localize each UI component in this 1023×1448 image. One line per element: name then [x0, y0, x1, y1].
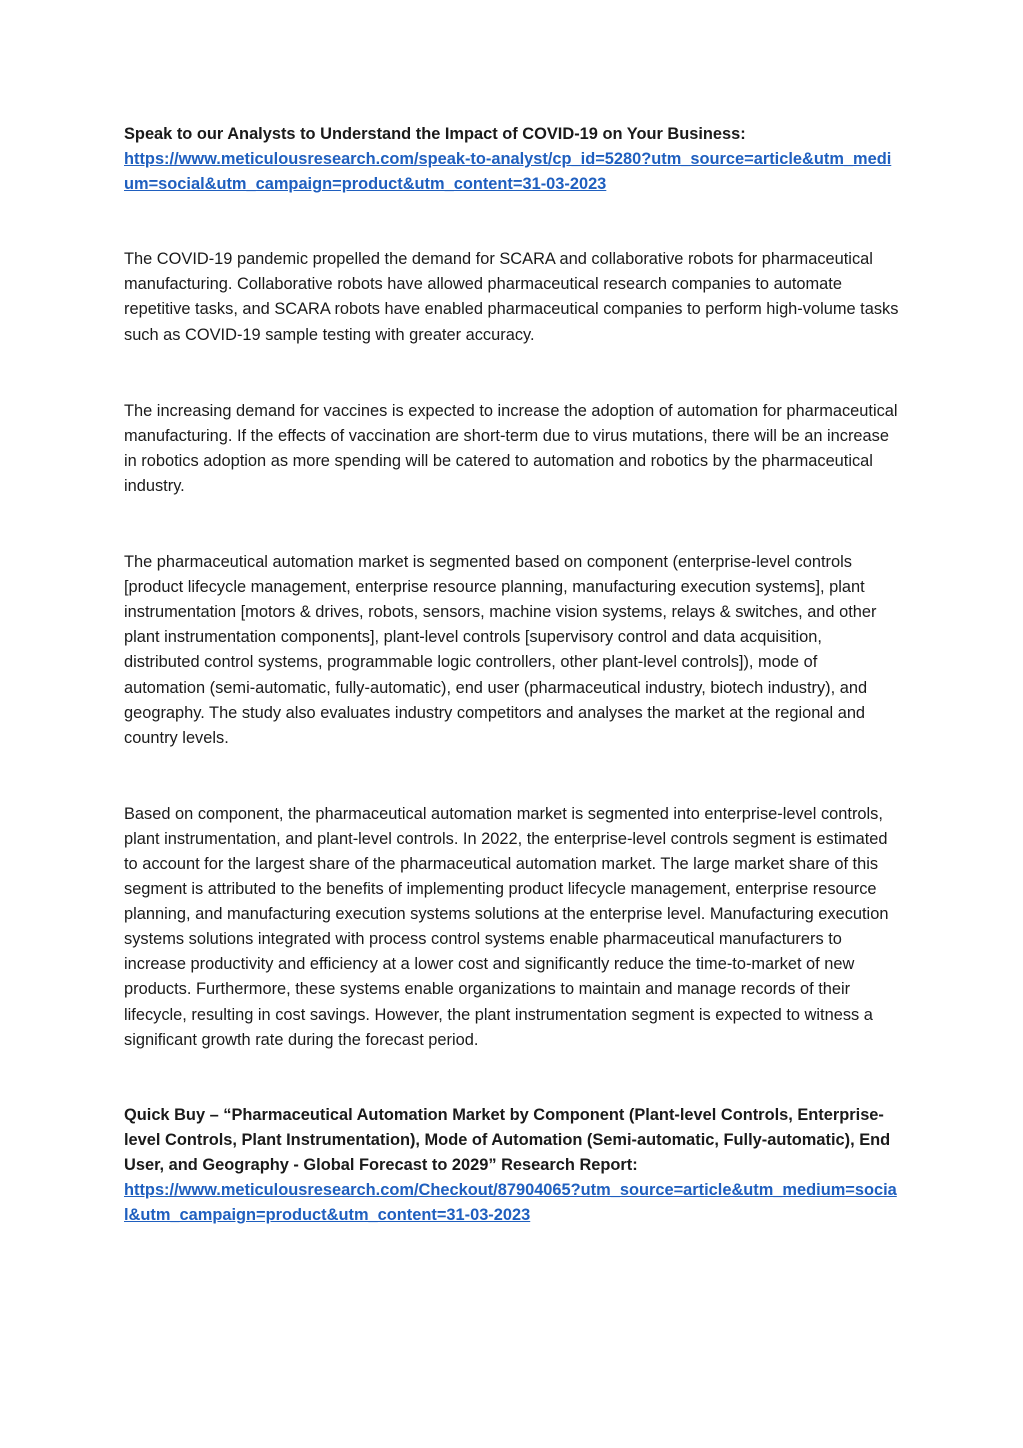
paragraph-vaccine-demand: The increasing demand for vaccines is expected to increase the adoption of automation for pharmaceutical manufacturing. If the effects of vaccination are short-term due to virus mutations, there will be an increase in robotics adoption as more spending will be catered to automation and robotics by the pharmaceutical industry.	[124, 401, 898, 495]
speak-to-analyst-section	[124, 122, 899, 197]
quick-buy-link[interactable]: https://www.meticulousresearch.com/Checkout/87904065?utm_source=article&utm_medium=social&utm_campaign=product&utm_content=31-03-2023	[124, 1181, 897, 1225]
spacer	[124, 348, 899, 399]
spacer	[124, 197, 899, 247]
spacer	[124, 1053, 899, 1103]
quick-buy-heading: Quick Buy – “Pharmaceutical Automation Market by Component (Plant-level Controls, Enterprise-level Controls, Plant Instrumentation), Mode of Automation (Semi-automatic, Fully-automatic), End User, and Geography - Global Forecast to 2029” Research Report:	[124, 1105, 891, 1174]
spacer	[124, 499, 899, 550]
speak-to-analyst-heading: Speak to our Analysts to Understand the Impact of COVID-19 on Your Business:	[124, 125, 746, 143]
document-page	[124, 122, 899, 1228]
paragraph-component-analysis: Based on component, the pharmaceutical automation market is segmented into enterprise-level controls, plant instrumentation, and plant-level controls. In 2022, the enterprise-level controls segment is estimated to account for the largest share of the pharmaceutical automation market. The large market share of this segment is attributed to the benefits of implementing product lifecycle management, enterprise resource planning, and manufacturing execution systems solutions at the enterprise level. Manufacturing execution systems solutions integrated with process control systems enable pharmaceutical manufacturers to increase productivity and efficiency at a lower cost and significantly reduce the time-to-market of new products. Furthermore, these systems enable organizations to maintain and manage records of their lifecycle, resulting in cost savings. However, the plant instrumentation segment is expected to witness a significant growth rate during the forecast period.	[124, 804, 889, 1049]
paragraph-covid-impact: The COVID-19 pandemic propelled the demand for SCARA and collaborative robots for pharmaceutical manufacturing. Collaborative robots have allowed pharmaceutical research companies to automate repetitive tasks, and SCARA robots have enabled pharmaceutical companies to perform high-volume tasks such as COVID-19 sample testing with greater accuracy.	[124, 250, 899, 344]
spacer	[124, 751, 899, 802]
paragraph-market-segmentation: The pharmaceutical automation market is segmented based on component (enterprise-level controls [product lifecycle management, enterprise resource planning, manufacturing execution systems], plant instrumentation [motors & drives, robots, sensors, machine vision systems, relays & switches, and other plant instrumentation components], plant-level controls [supervisory control and data acquisition, distributed control systems, programmable logic controllers, other plant-level controls]), mode of automation (semi-automatic, fully-automatic), end user (pharmaceutical industry, biotech industry), and geography. The study also evaluates industry competitors and analyses the market at the regional and country levels.	[124, 553, 877, 747]
speak-to-analyst-link[interactable]: https://www.meticulousresearch.com/speak-to-analyst/cp_id=5280?utm_source=article&utm_medium=social&utm_campaign=product&utm_content=31-03-2023	[124, 150, 892, 194]
quick-buy-section	[124, 1103, 899, 1228]
